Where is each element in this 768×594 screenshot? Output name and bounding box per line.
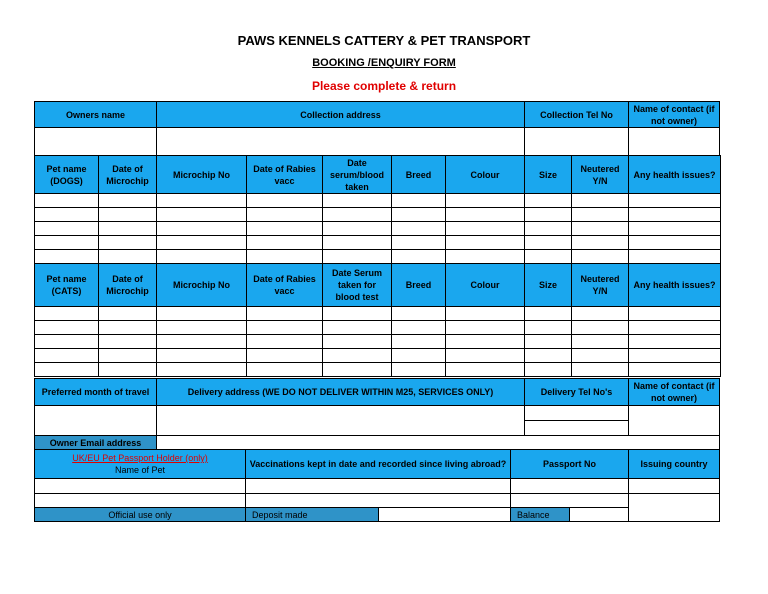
name-of-pet-label: Name of Pet [114,465,166,475]
cats-row-1-col-7[interactable] [524,320,572,335]
cats-header-col-7: Size [524,263,572,307]
cats-row-4-col-5[interactable] [391,362,446,377]
cats-row-3-col-4[interactable] [322,348,392,363]
dogs-row-1-col-0[interactable] [34,207,99,222]
dogs-row-2-col-3[interactable] [246,221,323,236]
cats-row-0-col-1[interactable] [98,306,157,321]
cats-row-2-col-0[interactable] [34,334,99,349]
dogs-row-0-col-0[interactable] [34,193,99,208]
passport-holder-header [34,449,246,479]
dogs-row-0-col-8[interactable] [571,193,629,208]
email-field[interactable] [156,435,720,450]
dogs-row-1-col-9[interactable] [628,207,721,222]
cats-row-2-col-5[interactable] [391,334,446,349]
dogs-row-1-col-4[interactable] [322,207,392,222]
dogs-row-3-col-8[interactable] [571,235,629,250]
collection-tel-header: Collection Tel No [524,101,629,128]
dogs-row-4-col-2[interactable] [156,249,247,264]
dogs-row-0-col-4[interactable] [322,193,392,208]
cats-row-3-col-7[interactable] [524,348,572,363]
cats-header-col-6: Colour [445,263,525,307]
delivery-tel-field-1[interactable] [524,405,629,421]
dogs-row-4-col-8[interactable] [571,249,629,264]
contact-name-field[interactable] [628,127,720,156]
passport-holder-label: UK/EU Pet Passport Holder (only) [72,453,208,463]
dogs-row-2-col-8[interactable] [571,221,629,236]
delivery-tel-header: Delivery Tel No's [524,378,629,406]
vaccinations-field-2[interactable] [245,493,511,508]
dogs-row-2-col-9[interactable] [628,221,721,236]
dogs-row-3-col-0[interactable] [34,235,99,250]
passport-no-field-2[interactable] [510,493,629,508]
owners-name-field[interactable] [34,127,157,156]
dogs-row-1-col-7[interactable] [524,207,572,222]
passport-no-header: Passport No [510,449,629,479]
cats-row-0-col-2[interactable] [156,306,247,321]
official-use-label: Official use only [34,507,246,522]
cats-header-col-4: Date Serum taken for blood test [322,263,392,307]
dogs-row-3-col-2[interactable] [156,235,247,250]
dogs-header-col-1: Date of Microchip [98,155,157,194]
issuing-country-field-2[interactable] [628,493,720,522]
cats-row-1-col-2[interactable] [156,320,247,335]
dogs-row-0-col-2[interactable] [156,193,247,208]
dogs-row-0-col-6[interactable] [445,193,525,208]
cats-row-3-col-1[interactable] [98,348,157,363]
cats-row-2-col-6[interactable] [445,334,525,349]
delivery-contact-header: Name of contact (if not owner) [628,378,720,406]
passport-no-field-1[interactable] [510,478,629,494]
dogs-row-4-col-7[interactable] [524,249,572,264]
cats-row-3-col-2[interactable] [156,348,247,363]
dogs-row-4-col-0[interactable] [34,249,99,264]
balance-field[interactable] [569,507,629,522]
cats-row-1-col-8[interactable] [571,320,629,335]
issuing-country-header: Issuing country [628,449,720,479]
form-instruction: Please complete & return [311,79,457,93]
dogs-row-3-col-9[interactable] [628,235,721,250]
dogs-header-col-4: Date serum/blood taken [322,155,392,194]
cats-row-2-col-3[interactable] [246,334,323,349]
form-subtitle: BOOKING /ENQUIRY FORM [312,57,456,69]
dogs-header-col-8: Neutered Y/N [571,155,629,194]
dogs-row-1-col-1[interactable] [98,207,157,222]
dogs-row-2-col-5[interactable] [391,221,446,236]
cats-row-4-col-4[interactable] [322,362,392,377]
dogs-row-3-col-5[interactable] [391,235,446,250]
cats-row-0-col-4[interactable] [322,306,392,321]
delivery-tel-field-2[interactable] [524,420,629,436]
dogs-row-3-col-1[interactable] [98,235,157,250]
collection-address-header: Collection address [156,101,525,128]
cats-row-0-col-3[interactable] [246,306,323,321]
dogs-header-col-6: Colour [445,155,525,194]
vaccinations-header: Vaccinations kept in date and recorded since living abroad? [245,449,511,479]
dogs-header-col-2: Microchip No [156,155,247,194]
cats-row-2-col-2[interactable] [156,334,247,349]
cats-row-4-col-3[interactable] [246,362,323,377]
cats-row-0-col-5[interactable] [391,306,446,321]
dogs-header-col-7: Size [524,155,572,194]
dogs-row-0-col-3[interactable] [246,193,323,208]
cats-row-4-col-8[interactable] [571,362,629,377]
cats-row-0-col-9[interactable] [628,306,721,321]
dogs-row-4-col-3[interactable] [246,249,323,264]
dogs-row-1-col-5[interactable] [391,207,446,222]
cats-row-2-col-4[interactable] [322,334,392,349]
dogs-header-col-3: Date of Rabies vacc [246,155,323,194]
cats-row-1-col-3[interactable] [246,320,323,335]
cats-row-0-col-8[interactable] [571,306,629,321]
cats-header-col-2: Microchip No [156,263,247,307]
cats-row-2-col-1[interactable] [98,334,157,349]
cats-row-4-col-9[interactable] [628,362,721,377]
vaccinations-field-1[interactable] [245,478,511,494]
owners-name-header: Owners name [34,101,157,128]
cats-row-3-col-8[interactable] [571,348,629,363]
dogs-row-0-col-1[interactable] [98,193,157,208]
cats-row-3-col-0[interactable] [34,348,99,363]
cats-row-1-col-4[interactable] [322,320,392,335]
dogs-row-3-col-3[interactable] [246,235,323,250]
deposit-field[interactable] [378,507,511,522]
cats-row-1-col-9[interactable] [628,320,721,335]
dogs-row-4-col-1[interactable] [98,249,157,264]
cats-row-2-col-8[interactable] [571,334,629,349]
delivery-address-header: Delivery address (WE DO NOT DELIVER WITHIN M25, SERVICES ONLY) [156,378,525,406]
cats-row-3-col-6[interactable] [445,348,525,363]
contact-name-header: Name of contact (if not owner) [628,101,720,128]
cats-header-col-5: Breed [391,263,446,307]
dogs-row-0-col-7[interactable] [524,193,572,208]
cats-row-0-col-6[interactable] [445,306,525,321]
deposit-label: Deposit made [245,507,379,522]
dogs-row-1-col-6[interactable] [445,207,525,222]
dogs-row-3-col-6[interactable] [445,235,525,250]
dogs-header-col-5: Breed [391,155,446,194]
cats-row-4-col-2[interactable] [156,362,247,377]
cats-row-1-col-0[interactable] [34,320,99,335]
form-title: PAWS KENNELS CATTERY & PET TRANSPORT [237,33,531,48]
dogs-row-2-col-4[interactable] [322,221,392,236]
dogs-header-col-9: Any health issues? [628,155,721,194]
preferred-month-field[interactable] [34,405,157,436]
dogs-row-4-col-5[interactable] [391,249,446,264]
cats-header-col-3: Date of Rabies vacc [246,263,323,307]
cats-row-0-col-0[interactable] [34,306,99,321]
dogs-row-4-col-4[interactable] [322,249,392,264]
cats-row-4-col-6[interactable] [445,362,525,377]
cats-row-4-col-7[interactable] [524,362,572,377]
dogs-row-2-col-7[interactable] [524,221,572,236]
dogs-row-0-col-5[interactable] [391,193,446,208]
cats-row-0-col-7[interactable] [524,306,572,321]
dogs-row-1-col-2[interactable] [156,207,247,222]
balance-label: Balance [510,507,570,522]
dogs-row-3-col-7[interactable] [524,235,572,250]
dogs-row-2-col-0[interactable] [34,221,99,236]
delivery-address-field[interactable] [156,405,525,436]
cats-row-4-col-1[interactable] [98,362,157,377]
cats-header-col-0: Pet name (CATS) [34,263,99,307]
dogs-row-4-col-9[interactable] [628,249,721,264]
cats-row-1-col-5[interactable] [391,320,446,335]
cats-row-3-col-9[interactable] [628,348,721,363]
pet-name-field-1[interactable] [34,478,246,494]
cats-row-4-col-0[interactable] [34,362,99,377]
issuing-country-field-1[interactable] [628,478,720,494]
preferred-month-header: Preferred month of travel [34,378,157,406]
dogs-header-col-0: Pet name (DOGS) [34,155,99,194]
collection-address-field[interactable] [156,127,525,156]
collection-tel-field[interactable] [524,127,629,156]
cats-row-1-col-6[interactable] [445,320,525,335]
email-label: Owner Email address [34,435,157,450]
cats-row-2-col-9[interactable] [628,334,721,349]
cats-row-3-col-3[interactable] [246,348,323,363]
dogs-row-3-col-4[interactable] [322,235,392,250]
dogs-row-2-col-1[interactable] [98,221,157,236]
dogs-row-1-col-3[interactable] [246,207,323,222]
cats-header-col-9: Any health issues? [628,263,721,307]
dogs-row-1-col-8[interactable] [571,207,629,222]
delivery-contact-field[interactable] [628,405,720,436]
pet-name-field-2[interactable] [34,493,246,508]
dogs-row-2-col-2[interactable] [156,221,247,236]
cats-row-1-col-1[interactable] [98,320,157,335]
dogs-row-0-col-9[interactable] [628,193,721,208]
dogs-row-2-col-6[interactable] [445,221,525,236]
cats-header-col-1: Date of Microchip [98,263,157,307]
cats-header-col-8: Neutered Y/N [571,263,629,307]
cats-row-2-col-7[interactable] [524,334,572,349]
dogs-row-4-col-6[interactable] [445,249,525,264]
cats-row-3-col-5[interactable] [391,348,446,363]
